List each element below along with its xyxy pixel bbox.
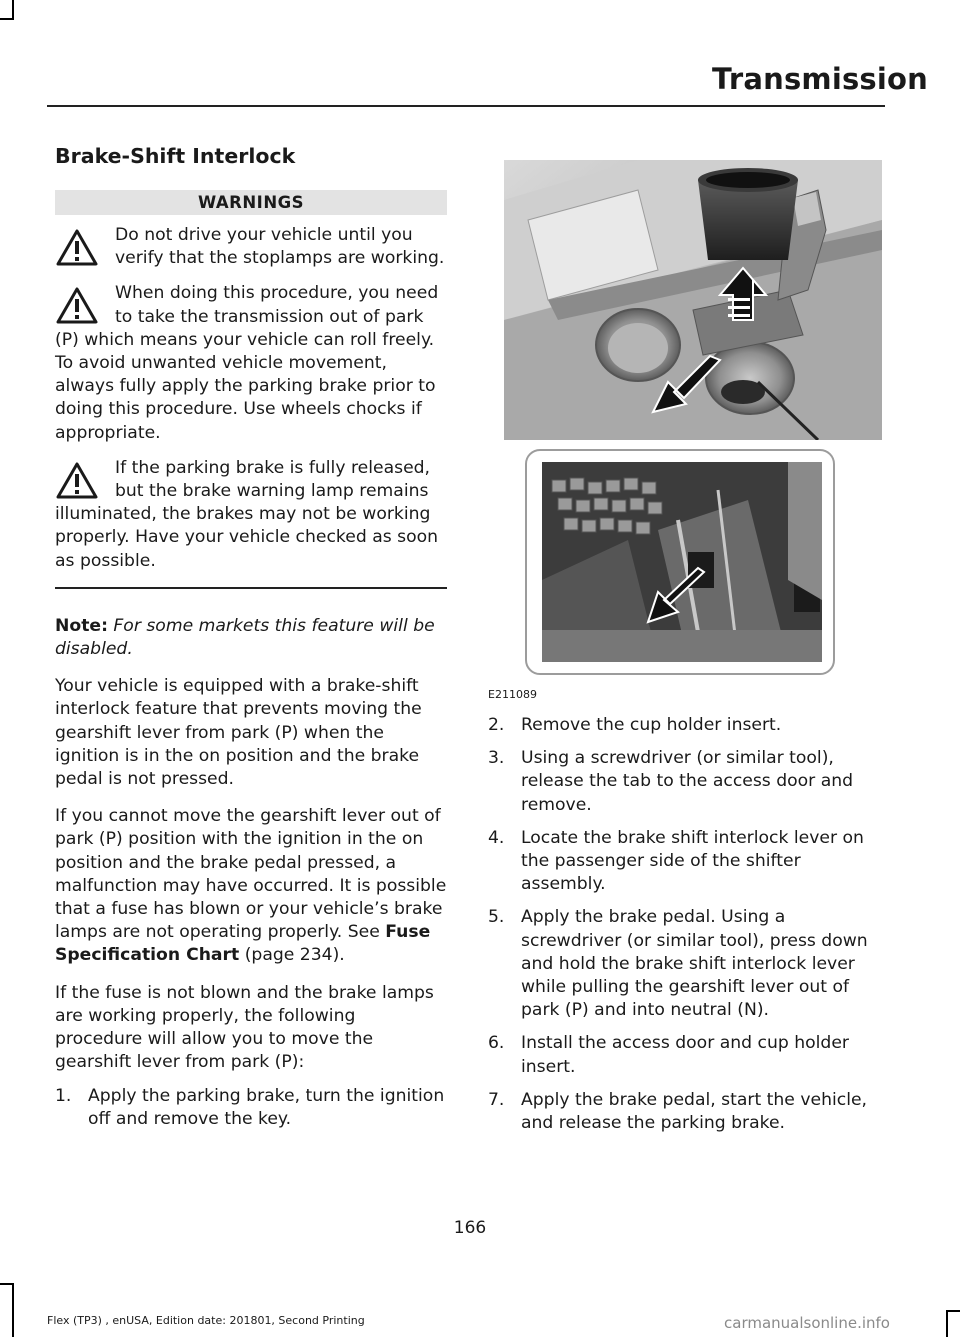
step-text: Using a screwdriver (or similar tool), release the tab to the access door and remove. (521, 748, 854, 815)
warning-item (55, 224, 447, 270)
footer-edition-text: Flex (TP3) , enUSA, Edition date: 201801, Second Printing (47, 1314, 365, 1327)
page-header-title: Transmission (712, 62, 928, 96)
step-number: 1. (55, 1085, 72, 1106)
step-number: 5. (488, 907, 505, 928)
warning-triangle-icon (55, 286, 99, 326)
step-number: 7. (488, 1089, 505, 1110)
step-item (488, 906, 882, 1022)
body-paragraph (55, 805, 447, 967)
crop-mark (0, 18, 14, 20)
body-paragraph: If the fuse is not blown and the brake lamps are working properly, the following procedure will allow you to move the gearshift lever from park (P): (55, 982, 434, 1073)
warning-triangle-icon (55, 228, 99, 268)
right-column (488, 160, 882, 1135)
header-divider (47, 105, 885, 107)
body-text: If you cannot move the gearshift lever out of park (P) position with the ignition in the on position and the brake pedal pressed, a malfunction may have occurred. It is possible that a fuse has blown or your vehicle’s brake lamps are not operating properly. See (55, 806, 447, 943)
figure-illustration (488, 160, 882, 701)
procedure-steps-left (55, 1085, 447, 1131)
watermark: carmanualsonline.info (724, 1314, 890, 1332)
warning-text: If the parking brake is fully released, but the brake warning lamp remains illuminated, the brakes may not be working properly. Have your vehicle checked as soon as possible. (55, 457, 439, 571)
step-item (488, 827, 882, 897)
step-text: Apply the brake pedal, start the vehicle, and release the parking brake. (521, 1089, 868, 1134)
left-column (55, 144, 447, 1131)
crop-mark (0, 1283, 14, 1285)
warning-triangle-icon (55, 461, 99, 501)
step-item (488, 1089, 882, 1135)
step-number: 6. (488, 1033, 505, 1054)
note-text: For some markets this feature will be disabled. (55, 615, 435, 660)
crop-mark (12, 1283, 14, 1337)
page-reference: (page 234). (239, 945, 345, 966)
step-item (488, 747, 882, 817)
note (55, 615, 447, 661)
step-item (488, 1032, 882, 1078)
inset-photo (526, 450, 834, 674)
warning-text: When doing this procedure, you need to take the transmission out of park (P) which means your vehicle can roll freely. To avoid unwanted vehicle movement, always fully apply the parking brake prior to doing this procedure. Use wheels chocks if appropriate. (55, 283, 439, 443)
step-item (55, 1085, 447, 1131)
page-number: 166 (453, 1218, 487, 1238)
body-paragraph: Your vehicle is equipped with a brake-shift interlock feature that prevents moving the gearshift lever from park (P) when the ignition is in the on position and the brake pedal is not pressed. (55, 676, 422, 790)
note-label: Note: (55, 615, 108, 636)
figure-code: E211089 (488, 688, 537, 701)
warning-item (55, 282, 447, 444)
step-text: Remove the cup holder insert. (521, 715, 782, 735)
shifter-console-illustration (488, 160, 882, 680)
step-text: Apply the parking brake, turn the ignition off and remove the key. (88, 1085, 445, 1129)
cross-reference-link[interactable]: Fuse Specification Chart (55, 922, 431, 966)
step-number: 4. (488, 827, 505, 848)
step-number: 2. (488, 715, 505, 735)
step-text: Locate the brake shift interlock lever on the passenger side of the shifter assembly. (521, 827, 864, 895)
step-number: 3. (488, 748, 505, 769)
crop-mark (12, 0, 14, 20)
procedure-steps-right (488, 714, 882, 1135)
section-heading: Brake-Shift Interlock (55, 144, 296, 168)
console-photo (504, 160, 882, 440)
warning-item (55, 457, 447, 573)
step-item (488, 714, 882, 737)
crop-mark (946, 1310, 948, 1337)
step-text: Install the access door and cup holder insert. (521, 1033, 849, 1077)
crop-mark (946, 1310, 960, 1312)
warning-text: Do not drive your vehicle until you verify that the stoplamps are working. (115, 225, 445, 269)
warnings-end-rule (55, 587, 447, 589)
step-text: Apply the brake pedal. Using a screwdriver (or similar tool), press down and hold the brake shift interlock lever while pulling the gearshift lever out of park (P) and into neutral (N). (521, 907, 868, 1021)
warnings-heading: WARNINGS (55, 190, 447, 215)
